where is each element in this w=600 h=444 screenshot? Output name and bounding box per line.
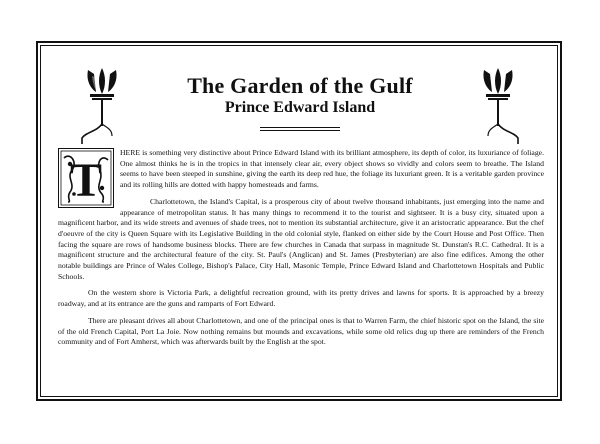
ornate-dropcap-t-icon bbox=[58, 148, 114, 208]
svg-text:T: T bbox=[69, 154, 103, 207]
title-rule-top bbox=[260, 127, 340, 128]
page-title: The Garden of the Gulf bbox=[187, 73, 413, 98]
paragraph-2: Charlottetown, the Island's Capital, is a prosperous city of about twelve thousand inhabitants, just emerging into the name and appearance of metropolitan status. It has many things to recommend it to the tourist and sightseer. It is a busy city, situated upon a magnificent harbor, and its wide streets and avenues of shade trees, not to mention its substantial architecture, give it an aristocratic appearance. But the chef d'oeuvre of the city is Queen Square with its Legislative Building in the old colonial style, flanked on either side by the Court House and Post Office. Then facing the square are rows of handsome business blocks. There are few churches in Canada that surpass in magnitude St. Dunstan's R.C. Cathedral. It is a magnificent structure and the architectural feature of the city. St. Paul's (Anglican) and St. James (Presbyterian) are also fine edifices. Among the other notable buildings are Prince of Wales College, Bishop's Palace, City Hall, Masonic Temple, Prince Edward Island and Charlottetown Hospitals and Public Schools. bbox=[58, 196, 544, 281]
paragraph-1: HERE is something very distinctive about Prince Edward Island with its brilliant atmosphere, its depth of color, its luxuriance of foliage. One almost thinks he is in the tropics in that intensely clear air, every object shows so vividly and colors seem to breathe. The Island seems to have been steeped in sunshine, giving the earth its deep red hue, the foliage its luxuriant green. It is a veritable garden province and its rolling hills are dotted with happy homesteads and farms. bbox=[120, 148, 544, 190]
paragraph-4: There are pleasant drives all about Charlottetown, and one of the principal ones is that to Warren Farm, the chief historic spot on the Island, the site of the old French Capital, Port La Joie. Now nothing remains but mounds and excavations, while some old relics dug up there are reminders of the French community and of Fort Amherst, which was afterwards built by the English at the spot. bbox=[58, 315, 544, 347]
page-subtitle: Prince Edward Island bbox=[224, 99, 376, 116]
article-body bbox=[58, 148, 544, 354]
paragraph-3: On the western shore is Victoria Park, a delightful recreation ground, with its pretty drives and lawns for sports. It is approached by a breezy roadway, and at its entrance are the guns and ramparts of Fort Edward. bbox=[58, 288, 544, 309]
title-rule-bottom bbox=[260, 130, 340, 131]
